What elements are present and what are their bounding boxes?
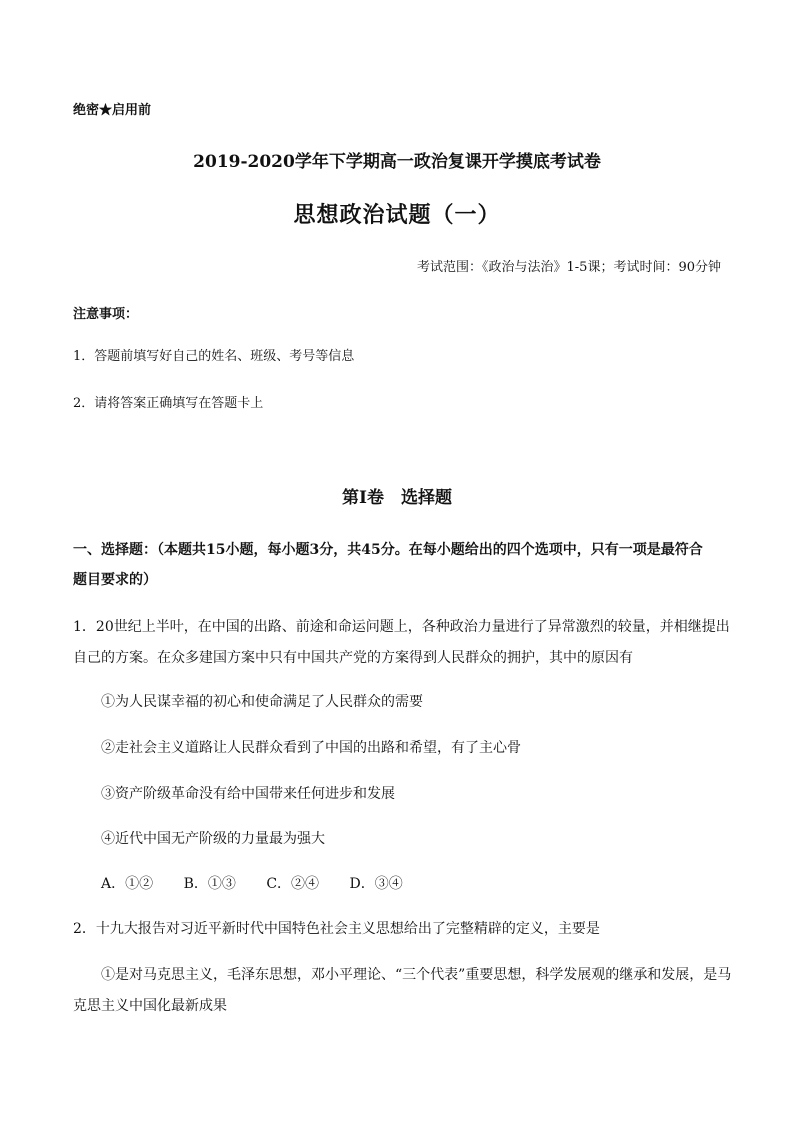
- question-1-option: ①为人民谋幸福的初心和使命满足了人民群众的需要: [101, 694, 423, 710]
- notice-heading: 注意事项：: [73, 307, 139, 322]
- question-1-option: ③资产阶级革命没有给中国带来任何进步和发展: [101, 786, 395, 802]
- question-1-option: ④近代中国无产阶级的力量最为强大: [101, 831, 325, 847]
- exam-scope: 考试范围：《政治与法治》1-5课；考试时间：90分钟: [417, 260, 721, 275]
- section-heading-cont: 题目要求的）: [73, 572, 157, 588]
- choice-b: B．①③: [183, 876, 236, 892]
- question-1-stem: 1．20世纪上半叶，在中国的出路、前途和命运问题上，各种政治力量进行了异常激烈的较量，并相继提出: [73, 619, 730, 635]
- notice-item: 1．答题前填写好自己的姓名、班级、考号等信息: [73, 349, 355, 364]
- question-2-option-cont: 克思主义中国化最新成果: [73, 998, 227, 1014]
- question-1-choices: [101, 874, 429, 894]
- choice-a: A．①②: [101, 876, 154, 892]
- section-heading: 一、选择题：（本题共15小题，每小题3分，共45分。在每小题给出的四个选项中，只有一项是最符合: [73, 542, 703, 558]
- choice-c: C．②④: [266, 876, 320, 892]
- question-2-option: ①是对马克思主义，毛泽东思想，邓小平理论、“三个代表”重要思想，科学发展观的继承和发展，是马: [101, 967, 732, 983]
- subject-title: 思想政治试题（一）: [293, 202, 501, 228]
- secret-mark: 绝密★启用前: [73, 103, 152, 118]
- question-2-stem: 2．十九大报告对习近平新时代中国特色社会主义思想给出了完整精辟的定义，主要是: [73, 921, 600, 937]
- question-1-option: ②走社会主义道路让人民群众看到了中国的出路和希望，有了主心骨: [101, 740, 521, 756]
- question-1-stem-cont: 自己的方案。在众多建国方案中只有中国共产党的方案得到人民群众的拥护，其中的原因有: [73, 650, 633, 666]
- exam-title: 2019-2020学年下学期高一政治复课开学摸底考试卷: [193, 152, 601, 172]
- part-title: 第I卷 选择题: [342, 488, 452, 508]
- choice-d: D．③④: [349, 876, 403, 892]
- notice-item: 2．请将答案正确填写在答题卡上: [73, 396, 264, 411]
